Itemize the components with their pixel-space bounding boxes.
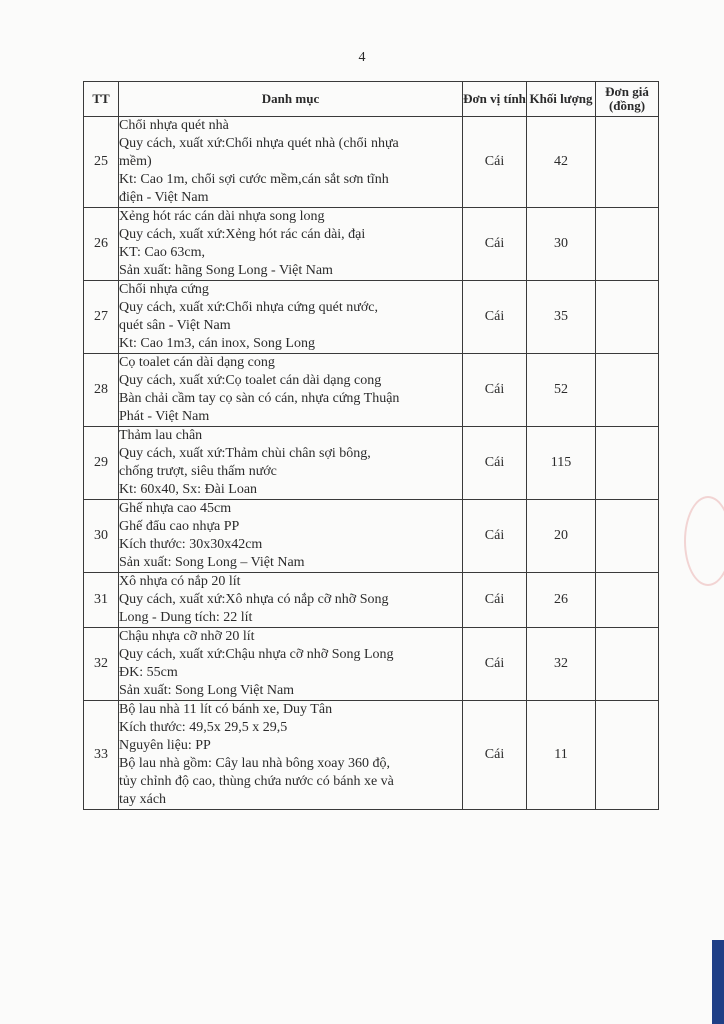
unit-cell: Cái xyxy=(463,500,527,573)
item-description xyxy=(119,427,463,500)
description-line: Quy cách, xuất xứ:Xẻng hót rác cán dài, đại xyxy=(119,227,366,242)
description-line: Quy cách, xuất xứ:Xô nhựa có nắp cỡ nhỡ Song xyxy=(119,592,389,607)
table-row xyxy=(84,500,659,573)
header-name: Danh mục xyxy=(119,82,463,117)
description-line: Kích thước: 30x30x42cm xyxy=(119,537,263,552)
quantity-cell: 115 xyxy=(527,427,596,500)
unit-cell: Cái xyxy=(463,281,527,354)
description-line: tủy chỉnh độ cao, thùng chứa nước có bánh xe và xyxy=(119,774,394,789)
description-line: Thảm lau chân xyxy=(119,428,203,443)
header-unit: Đơn vị tính xyxy=(463,82,527,117)
description-line: Chậu nhựa cỡ nhỡ 20 lít xyxy=(119,629,255,644)
quantity-cell: 35 xyxy=(527,281,596,354)
red-stamp-seal xyxy=(684,496,724,586)
header-quantity: Khối lượng xyxy=(527,82,596,117)
unit-cell: Cái xyxy=(463,354,527,427)
description-line: Bộ lau nhà gồm: Cây lau nhà bông xoay 360 độ, xyxy=(119,756,391,771)
description-line: chống trượt, siêu thấm nước xyxy=(119,464,277,479)
description-line: Bàn chải cầm tay cọ sàn có cán, nhựa cứng Thuận xyxy=(119,391,400,406)
unit-cell: Cái xyxy=(463,117,527,208)
quantity-cell: 42 xyxy=(527,117,596,208)
description-line: Kt: 60x40, Sx: Đài Loan xyxy=(119,482,258,497)
description-line: Kt: Cao 1m, chổi sợi cước mềm,cán sắt sơn tĩnh xyxy=(119,172,389,187)
row-number: 30 xyxy=(84,500,119,573)
price-cell xyxy=(596,117,659,208)
description-line: Bộ lau nhà 11 lít có bánh xe, Duy Tân xyxy=(119,702,333,717)
item-description xyxy=(119,354,463,427)
item-description xyxy=(119,500,463,573)
page-number: 4 xyxy=(358,50,366,65)
row-number: 26 xyxy=(84,208,119,281)
item-description xyxy=(119,573,463,628)
price-cell xyxy=(596,281,659,354)
unit-cell: Cái xyxy=(463,427,527,500)
row-number: 31 xyxy=(84,573,119,628)
table-row xyxy=(84,427,659,500)
table-header xyxy=(84,82,659,117)
table-row xyxy=(84,208,659,281)
description-line: Quy cách, xuất xứ:Chổi nhựa cứng quét nước, xyxy=(119,300,378,315)
quantity-cell: 20 xyxy=(527,500,596,573)
table-row xyxy=(84,573,659,628)
description-line: Quy cách, xuất xứ:Chậu nhựa cỡ nhỡ Song Long xyxy=(119,647,394,662)
price-cell xyxy=(596,628,659,701)
description-line: Chổi nhựa cứng xyxy=(119,282,209,297)
description-line: Quy cách, xuất xứ:Thảm chùi chân sợi bông, xyxy=(119,446,371,461)
page-edge-mark xyxy=(712,940,724,1024)
description-line: Kích thước: 49,5x 29,5 x 29,5 xyxy=(119,720,288,735)
description-line: điện - Việt Nam xyxy=(119,190,209,205)
quantity-cell: 11 xyxy=(527,701,596,810)
description-line: Sản xuất: hãng Song Long - Việt Nam xyxy=(119,263,333,278)
description-line: ĐK: 55cm xyxy=(119,665,178,680)
table-body xyxy=(84,117,659,810)
item-description xyxy=(119,117,463,208)
description-line: Kt: Cao 1m3, cán inox, Song Long xyxy=(119,336,315,351)
description-line: Cọ toalet cán dài dạng cong xyxy=(119,355,275,370)
unit-cell: Cái xyxy=(463,628,527,701)
row-number: 27 xyxy=(84,281,119,354)
description-line: Quy cách, xuất xứ:Cọ toalet cán dài dạng cong xyxy=(119,373,382,388)
price-cell xyxy=(596,354,659,427)
row-number: 25 xyxy=(84,117,119,208)
item-description xyxy=(119,281,463,354)
item-description xyxy=(119,701,463,810)
description-line: Long - Dung tích: 22 lít xyxy=(119,610,253,625)
price-cell xyxy=(596,427,659,500)
unit-cell: Cái xyxy=(463,208,527,281)
description-line: Xô nhựa có nắp 20 lít xyxy=(119,574,241,589)
quantity-cell: 32 xyxy=(527,628,596,701)
description-line: quét sân - Việt Nam xyxy=(119,318,231,333)
description-line: Xẻng hót rác cán dài nhựa song long xyxy=(119,209,325,224)
description-line: Sản xuất: Song Long Việt Nam xyxy=(119,683,295,698)
price-cell xyxy=(596,701,659,810)
quantity-cell: 52 xyxy=(527,354,596,427)
price-cell xyxy=(596,573,659,628)
table-row xyxy=(84,701,659,810)
description-line: mềm) xyxy=(119,154,152,169)
price-cell xyxy=(596,500,659,573)
description-line: Ghế đẩu cao nhựa PP xyxy=(119,519,240,534)
description-line: Phát - Việt Nam xyxy=(119,409,210,424)
items-table xyxy=(83,81,659,810)
quantity-cell: 30 xyxy=(527,208,596,281)
row-number: 29 xyxy=(84,427,119,500)
quantity-cell: 26 xyxy=(527,573,596,628)
description-line: KT: Cao 63cm, xyxy=(119,245,206,260)
row-number: 33 xyxy=(84,701,119,810)
row-number: 28 xyxy=(84,354,119,427)
description-line: Quy cách, xuất xứ:Chổi nhựa quét nhà (chổi nhựa xyxy=(119,136,399,151)
header-price: Đơn giá (đồng) xyxy=(596,82,659,117)
table-row xyxy=(84,628,659,701)
item-description xyxy=(119,628,463,701)
item-description xyxy=(119,208,463,281)
description-line: Sản xuất: Song Long – Việt Nam xyxy=(119,555,305,570)
header-tt: TT xyxy=(84,82,119,117)
description-line: Ghế nhựa cao 45cm xyxy=(119,501,232,516)
table-row xyxy=(84,117,659,208)
price-cell xyxy=(596,208,659,281)
description-line: Nguyên liệu: PP xyxy=(119,738,211,753)
unit-cell: Cái xyxy=(463,573,527,628)
table-row xyxy=(84,354,659,427)
unit-cell: Cái xyxy=(463,701,527,810)
table-row xyxy=(84,281,659,354)
description-line: tay xách xyxy=(119,792,167,807)
description-line: Chổi nhựa quét nhà xyxy=(119,118,229,133)
row-number: 32 xyxy=(84,628,119,701)
